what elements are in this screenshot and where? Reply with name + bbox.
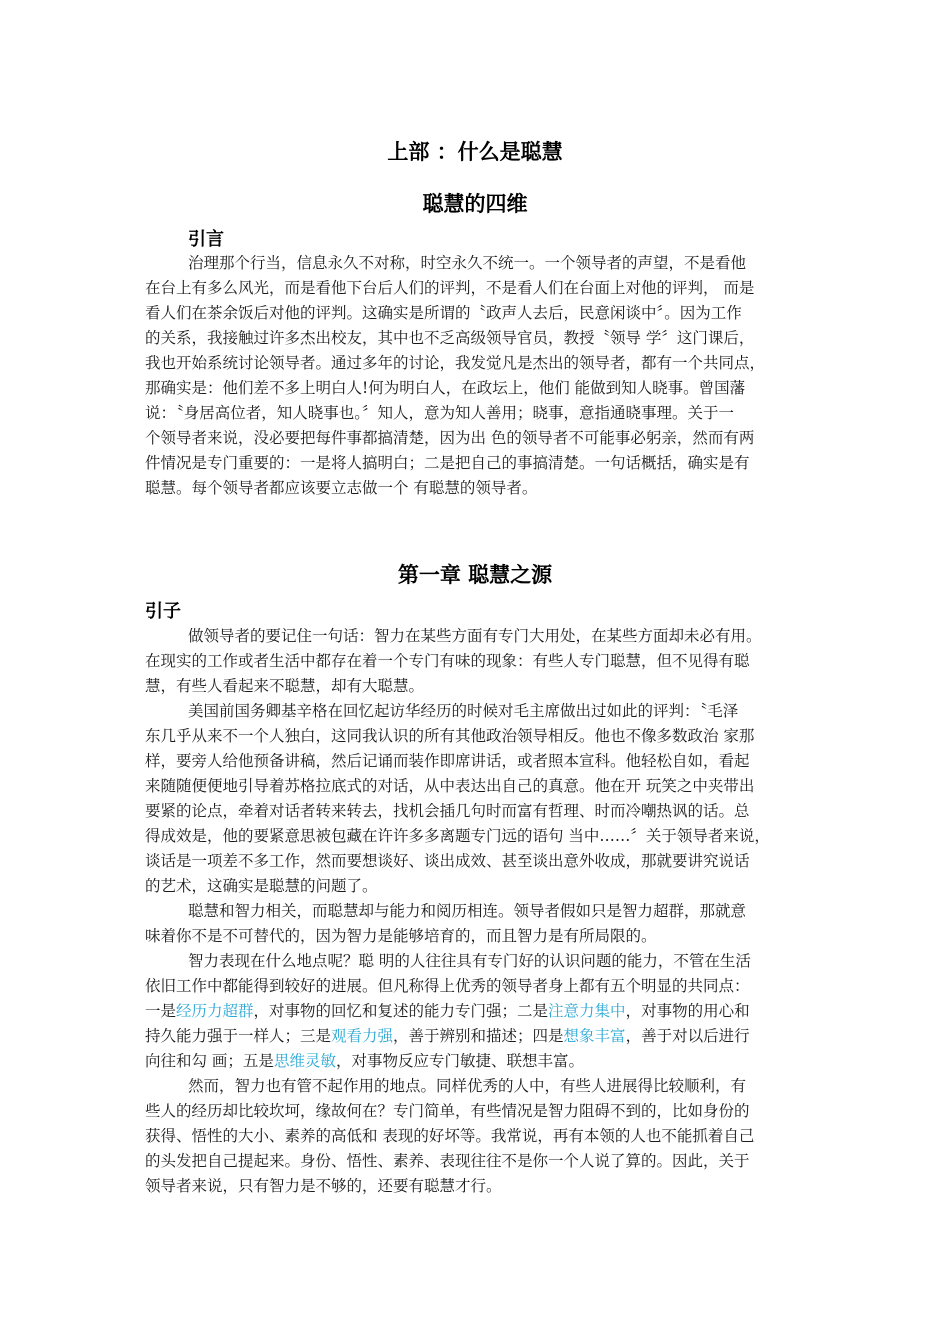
highlight-memory: 经历力超群	[176, 1002, 254, 1020]
highlight-imagination: 想象丰富	[563, 1027, 626, 1045]
text-line: 聪慧。每个领导者都应该要立志做一个 有聪慧的领导者。	[145, 479, 538, 497]
text-line: 在现实的工作或者生活中都存在着一个专门有味的现象：有些人专门聪慧，但不见得有聪	[145, 652, 750, 670]
text-line	[145, 1000, 750, 1022]
text-segment: ，善于对以后进行	[625, 1027, 750, 1045]
text-line: 的艺术，这确实是聪慧的问题了。	[145, 877, 378, 895]
section-title: 聪慧的四维	[422, 192, 528, 216]
text-line: 然而，智力也有管不起作用的地点。同样优秀的人中，有些人进展得比较顺利，有	[188, 1077, 747, 1095]
highlight-attention: 注意力集中	[548, 1002, 626, 1020]
text-segment: 一是	[145, 1002, 177, 1020]
text-segment: 向往和勾 画；五是	[145, 1052, 274, 1070]
text-segment: ，对事物的回忆和复述的能力专门强；二是	[253, 1002, 549, 1020]
text-segment: ，对事物反应专门敏捷、联想丰富。	[335, 1052, 584, 1070]
text-line: 依旧工作中都能得到较好的进展。但凡称得上优秀的领导者身上都有五个明显的共同点：	[145, 977, 750, 995]
text-line: 样，要旁人给他预备讲稿，然后记诵而装作即席讲话，或者照本宣科。他轻松自如，看起	[145, 752, 750, 770]
chapter-title: 第一章 聪慧之源	[397, 563, 553, 587]
text-line: 那确实是：他们差不多上明白人!何为明白人，在政坛上，他们 能做到知人晓事。曾国藩	[145, 379, 746, 397]
text-line: 件情况是专门重要的：一是将人搞明白；二是把自己的事搞清楚。一句话概括，确实是有	[145, 454, 750, 472]
text-line: 的关系，我接触过许多杰出校友，其中也不乏高级领导官员，教授〝领导 学〞这门课后，	[145, 329, 755, 347]
text-line: 说：〝身居高位者，知人晓事也。〞知人，意为知人善用；晓事，意指通晓事理。关于一	[145, 404, 735, 422]
text-line: 美国前国务卿基辛格在回忆起访华经历的时候对毛主席做出过如此的评判：〝毛泽	[188, 702, 739, 720]
highlight-observation: 观看力强	[331, 1027, 394, 1045]
text-line: 看人们在茶余饭后对他的评判。这确实是所谓的〝政声人去后，民意闲谈中〞。因为工作	[145, 304, 742, 322]
text-line: 聪慧和智力相关，而聪慧却与能力和阅历相连。领导者假如只是智力超群，那就意	[188, 902, 747, 920]
text-line: 智力表现在什么地点呢？聪 明的人往往具有专门好的认识问题的能力，不管在生活	[188, 952, 751, 970]
text-line: 做领导者的要记住一句话：智力在某些方面有专门大用处，在某些方面却未必有用。	[188, 627, 762, 645]
text-segment: ，善于辨别和描述；四是	[393, 1027, 564, 1045]
text-line	[145, 1025, 750, 1047]
highlight-thinking: 思维灵敏	[273, 1052, 336, 1070]
text-line: 慧，有些人看起来不聪慧，却有大聪慧。	[145, 677, 425, 695]
chapter-heading: 引子	[145, 601, 181, 622]
text-line: 来随随便便地引导着苏格拉底式的对话，从中表达出自己的真意。他在开 玩笑之中夹带出	[145, 777, 755, 795]
text-line: 要紧的论点，牵着对话者转来转去，找机会插几句时而富有哲理、时而冷嘲热讽的话。总	[145, 802, 750, 820]
text-line: 些人的经历却比较坎坷，缘故何在？专门简单，有些情况是智力阻碍不到的，比如身份的	[145, 1102, 750, 1120]
text-line: 谈话是一项差不多工作，然而要想谈好、谈出成效、甚至谈出意外收成，那就要讲究说话	[145, 852, 750, 870]
text-line: 东几乎从来不一个人独白，这同我认识的所有其他政治领导相反。他也不像多数政治 家那	[145, 727, 755, 745]
intro-heading: 引言	[188, 229, 224, 250]
text-line	[145, 1050, 584, 1072]
text-line: 获得、悟性的大小、素养的高低和 表现的好坏等。我常说，再有本领的人也不能抓着自己	[145, 1127, 755, 1145]
text-line: 领导者来说，只有智力是不够的，还要有聪慧才行。	[145, 1177, 502, 1195]
text-line: 在台上有多么风光，而是看他下台后人们的评判，不是看人们在台面上对他的评判， 而是	[145, 279, 755, 297]
part-title: 上部 ：什么是聪慧	[387, 140, 563, 164]
text-line: 得成效是，他的要紧意思被包藏在许许多多离题专门远的语句 当中……〞关于领导者来说，	[145, 827, 770, 845]
text-line: 我也开始系统讨论领导者。通过多年的讨论，我发觉凡是杰出的领导者，都有一个共同点，	[145, 354, 766, 372]
text-segment: 持久能力强于一样人；三是	[145, 1027, 332, 1045]
text-segment: ，对事物的用心和	[625, 1002, 750, 1020]
text-line: 治理那个行当，信息永久不对称，时空永久不统一。一个领导者的声望，不是看他	[188, 254, 747, 272]
text-line: 味着你不是不可替代的，因为智力是能够培育的，而且智力是有所局限的。	[145, 927, 657, 945]
text-line: 的头发把自己提起来。身份、悟性、素养、表现往往不是你一个人说了算的。因此，关于	[145, 1152, 750, 1170]
text-line: 个领导者来说，没必要把每件事都搞清楚，因为出 色的领导者不可能事必躬亲，然而有两	[145, 429, 755, 447]
